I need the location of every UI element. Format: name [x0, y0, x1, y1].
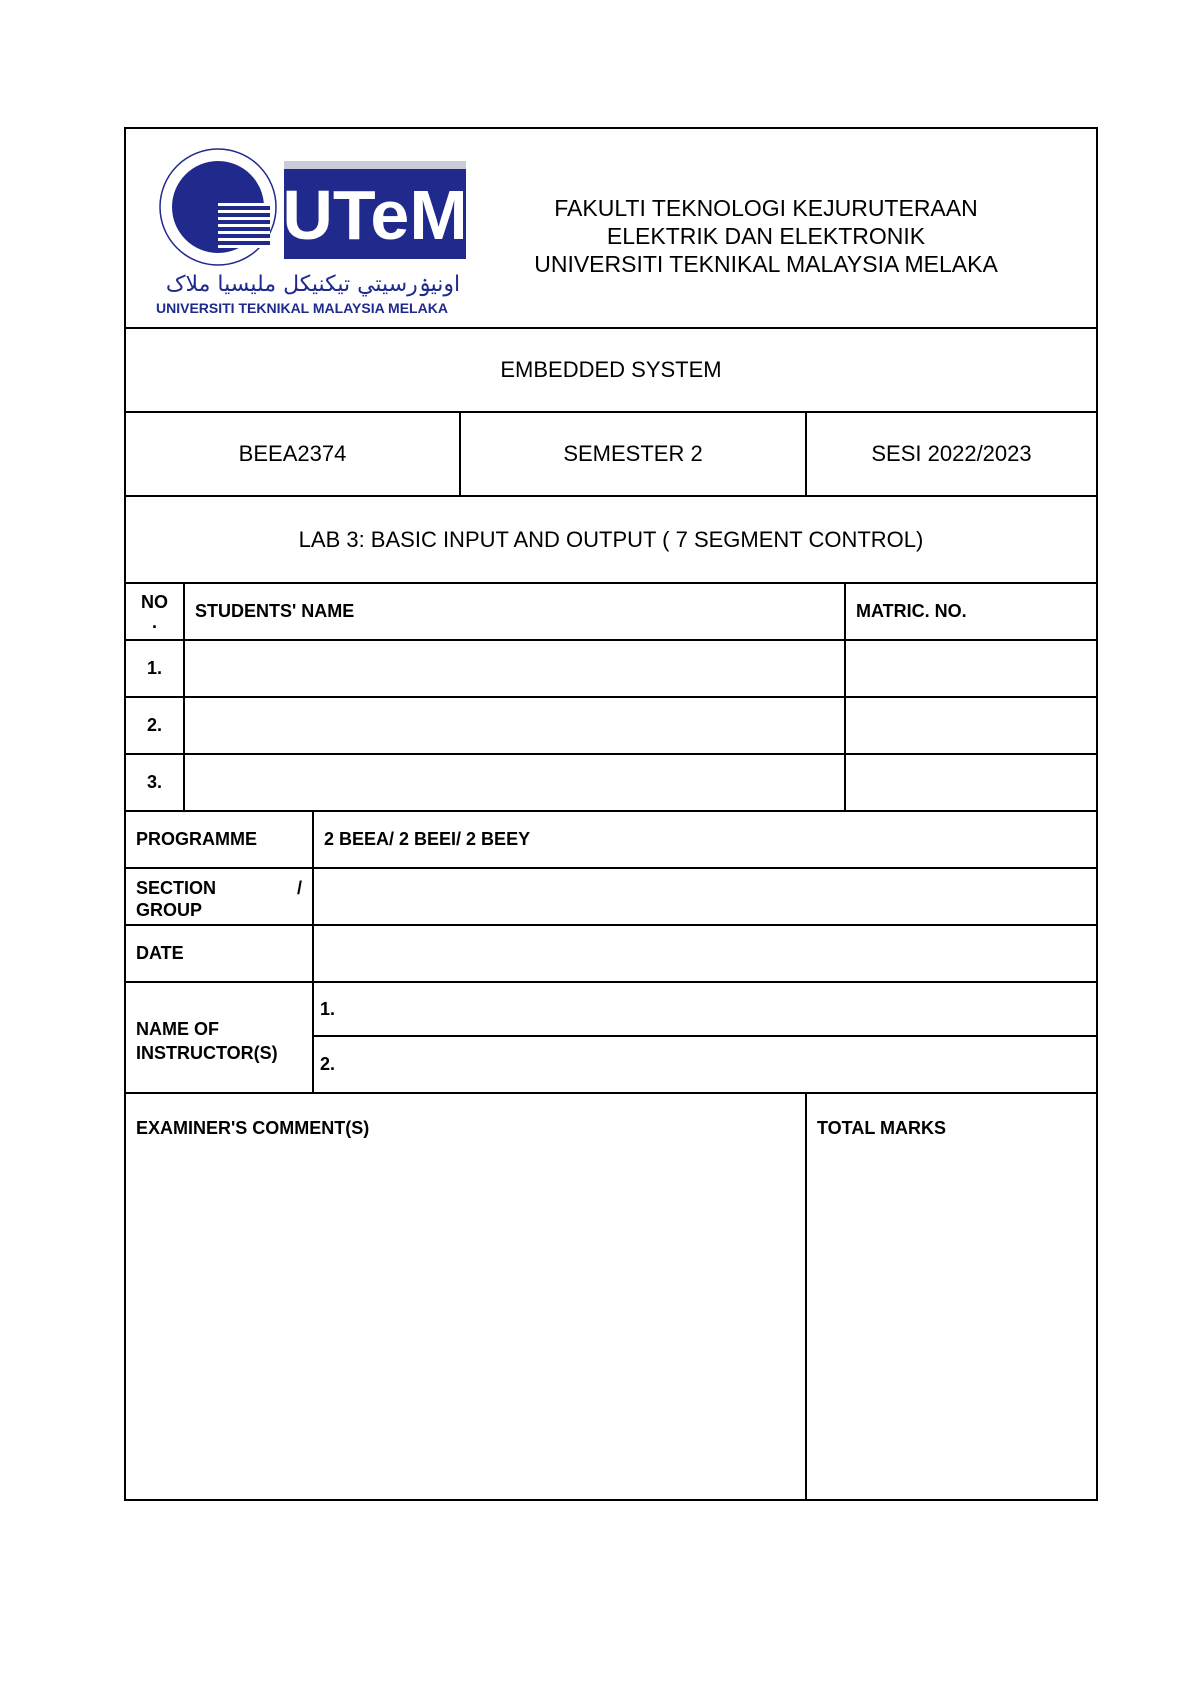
examiner-comments-label: EXAMINER'S COMMENT(S) — [136, 1118, 370, 1138]
utem-logo — [156, 143, 470, 321]
faculty-header — [476, 194, 1056, 278]
no-header-text: NO — [141, 591, 168, 612]
wordmark-text: UTeM — [282, 176, 468, 254]
date-label: DATE — [136, 943, 184, 963]
faculty-line-1: FAKULTI TEKNOLOGI KEJURUTERAAN — [554, 195, 978, 221]
date-row — [126, 926, 1096, 983]
lab-cover-form — [124, 127, 1098, 1501]
instructor-1-field[interactable]: 1. — [314, 983, 1096, 1037]
programme-row — [126, 812, 1096, 869]
course-code-cell — [126, 413, 459, 495]
section-value[interactable] — [314, 869, 1096, 924]
programme-value[interactable]: 2 BEEA/ 2 BEEI/ 2 BEEY — [324, 829, 531, 849]
student-name-header — [185, 584, 844, 639]
instructor-2-field[interactable]: 2. — [320, 1054, 336, 1074]
instructor-label: NAME OF INSTRUCTOR(S) — [136, 1019, 278, 1063]
student-name-header-text: STUDENTS' NAME — [195, 601, 355, 621]
student-name-field[interactable] — [185, 641, 844, 696]
date-value[interactable] — [314, 926, 1096, 981]
faculty-line-2: ELEKTRIK DAN ELEKTRONIK — [606, 223, 926, 249]
university-name: UNIVERSITI TEKNIKAL MALAYSIA MELAKA — [534, 251, 998, 277]
matric-field[interactable] — [846, 641, 1096, 696]
section-label: SECTION / GROUP — [136, 878, 302, 920]
header-row — [126, 129, 1096, 329]
instructor-values — [314, 983, 1096, 1092]
lab-title-row — [126, 497, 1096, 584]
session: SESI 2022/2023 — [871, 441, 1032, 466]
arabic-script: اونيۏرسيتي تيکنيکل مليسيا ملاک — [165, 272, 461, 297]
total-marks-box[interactable] — [807, 1094, 1096, 1499]
session-cell — [807, 413, 1096, 495]
students-header-row — [126, 584, 1096, 641]
examiner-comments-box[interactable] — [126, 1094, 805, 1499]
matric-field[interactable] — [846, 698, 1096, 753]
course-info-row — [126, 413, 1096, 497]
programme-label: PROGRAMME — [136, 829, 257, 849]
semester-cell — [461, 413, 805, 495]
table-row — [126, 755, 1096, 812]
no-header-dot: . — [151, 611, 157, 632]
semester: SEMESTER 2 — [563, 441, 703, 466]
matric-field[interactable] — [846, 755, 1096, 810]
footer-row — [126, 1094, 1096, 1499]
course-code: BEEA2374 — [238, 441, 347, 466]
row-number: 1. — [146, 658, 162, 678]
course-title-row — [126, 329, 1096, 413]
section-row — [126, 869, 1096, 926]
table-row — [126, 698, 1096, 755]
student-name-field[interactable] — [185, 698, 844, 753]
total-marks-label: TOTAL MARKS — [817, 1118, 946, 1138]
lab-title: LAB 3: BASIC INPUT AND OUTPUT ( 7 SEGMENT CONTROL) — [298, 526, 924, 552]
row-number: 2. — [146, 715, 162, 735]
row-number: 3. — [146, 772, 162, 792]
logo-caption: UNIVERSITI TEKNIKAL MALAYSIA MELAKA — [156, 300, 448, 316]
matric-header-text: MATRIC. NO. — [856, 601, 967, 621]
instructor-row — [126, 983, 1096, 1094]
matric-header — [846, 584, 1096, 639]
course-title: EMBEDDED SYSTEM — [500, 357, 722, 382]
student-name-field[interactable] — [185, 755, 844, 810]
no-header — [126, 584, 183, 639]
table-row — [126, 641, 1096, 698]
